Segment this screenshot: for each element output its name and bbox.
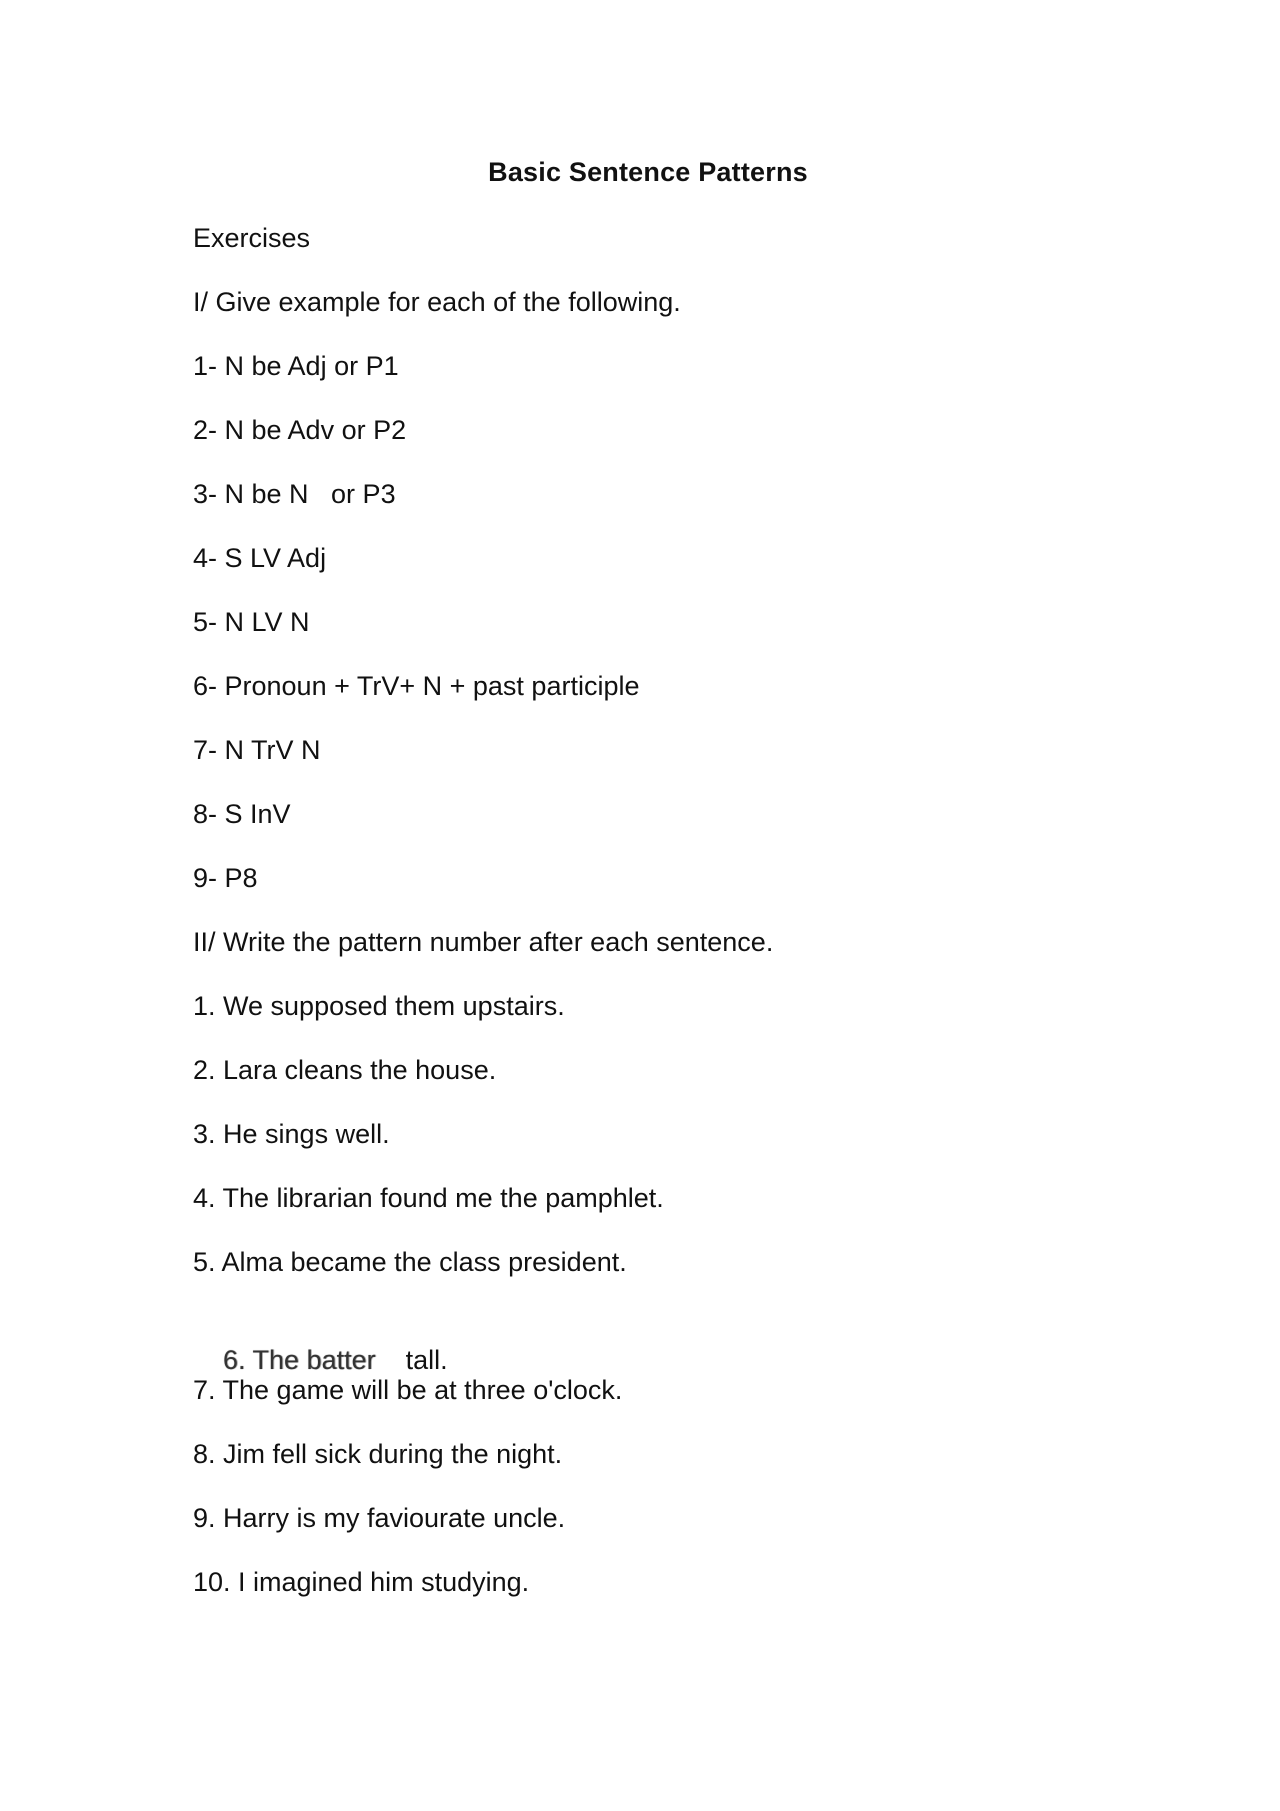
sentence-item: 2. Lara cleans the house. bbox=[193, 1055, 497, 1085]
sentence-item: 10. I imagined him studying. bbox=[193, 1567, 530, 1597]
sentence-item-start: 6. The batter bbox=[223, 1345, 376, 1375]
pattern-item: 2- N be Adv or P2 bbox=[193, 415, 407, 445]
sentence-item: 3. He sings well. bbox=[193, 1119, 390, 1149]
pattern-item: 5- N LV N bbox=[193, 607, 310, 637]
pattern-item: 8- S InV bbox=[193, 799, 291, 829]
pattern-item: 7- N TrV N bbox=[193, 735, 321, 765]
pattern-item: 3- N be N or P3 bbox=[193, 479, 396, 509]
pattern-item: 1- N be Adj or P1 bbox=[193, 351, 399, 381]
section-1-heading: I/ Give example for each of the following. bbox=[193, 287, 681, 317]
exercises-label: Exercises bbox=[193, 223, 311, 253]
pattern-item: 6- Pronoun + TrV+ N + past participle bbox=[193, 671, 640, 701]
sentence-item: 9. Harry is my faviourate uncle. bbox=[193, 1503, 566, 1533]
pattern-item: 9- P8 bbox=[193, 863, 258, 893]
sentence-item: 8. Jim fell sick during the night. bbox=[193, 1439, 563, 1469]
sentence-item-end: tall. bbox=[405, 1345, 448, 1375]
section-2-heading: II/ Write the pattern number after each sentence. bbox=[193, 927, 774, 957]
sentence-item: 7. The game will be at three o'clock. bbox=[193, 1375, 623, 1405]
sentence-item: 5. Alma became the class president. bbox=[193, 1247, 627, 1277]
page-title: Basic Sentence Patterns bbox=[488, 157, 808, 187]
pattern-item: 4- S LV Adj bbox=[193, 543, 327, 573]
sentence-item: 1. We supposed them upstairs. bbox=[193, 991, 565, 1021]
sentence-item: 4. The librarian found me the pamphlet. bbox=[193, 1183, 664, 1213]
